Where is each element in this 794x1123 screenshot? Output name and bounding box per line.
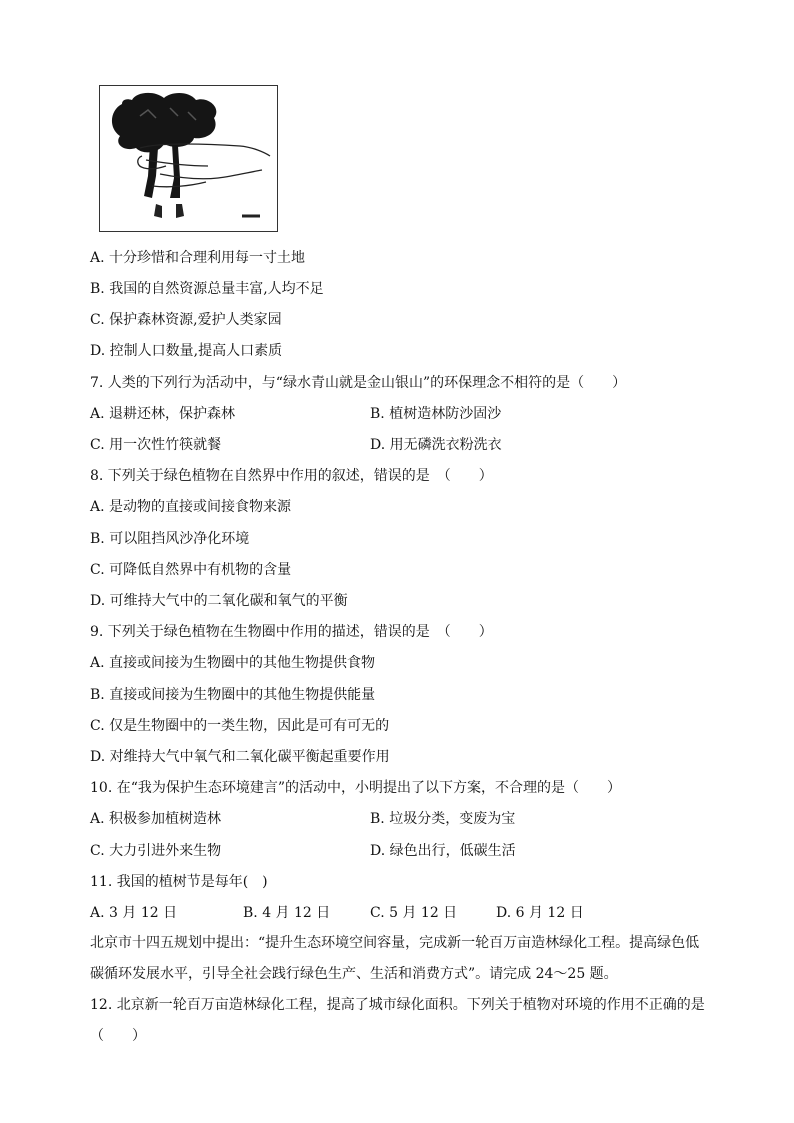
q10-option-d[interactable]: D. 绿色出行，低碳生活 [370,843,516,859]
q11-option-b[interactable]: B. 4 月 12 日 [243,905,331,921]
q8-option-b[interactable]: B. 可以阻挡风沙净化环境 [90,531,250,547]
q10-stem: 10. 在“我为保护生态环境建言”的活动中，小明提出了以下方案，不合理的是（ ） [90,780,622,796]
q7-option-c[interactable]: C. 用一次性竹筷就餐 [90,437,222,453]
q7-option-b[interactable]: B. 植树造林防沙固沙 [370,406,502,422]
reading-passage: 北京市十四五规划中提出：“提升生态环境空间容量，完成新一轮百万亩造林绿化工程。提高绿色低碳循环发展水平，引导全社会践行绿色生产、生活和消费方式”。请完成 24～25 题。 [90,935,700,982]
tree-in-hand-icon [100,86,277,231]
q9-stem: 9. 下列关于绿色植物在生物圈中作用的描述，错误的是 （ ） [90,624,493,640]
question-figure [99,85,278,232]
q10-option-b[interactable]: B. 垃圾分类，变废为宝 [370,811,516,827]
q11-option-a[interactable]: A. 3 月 12 日 [90,905,178,921]
q9-option-b[interactable]: B. 直接或间接为生物圈中的其他生物提供能量 [90,687,376,703]
q12-stem: 12. 北京新一轮百万亩造林绿化工程，提高了城市绿化面积。下列关于植物对环境的作用不正确的是 （ ） [90,997,719,1044]
q8-option-c[interactable]: C. 可降低自然界中有机物的含量 [90,562,292,578]
q6-option-c[interactable]: C. 保护森林资源,爱护人类家园 [90,312,282,328]
q9-option-a[interactable]: A. 直接或间接为生物圈中的其他生物提供食物 [90,655,376,671]
q6-option-d[interactable]: D. 控制人口数量,提高人口素质 [90,343,283,359]
q11-option-d[interactable]: D. 6 月 12 日 [496,905,584,921]
q7-option-a[interactable]: A. 退耕还林，保护森林 [90,406,236,422]
q7-stem: 7. 人类的下列行为活动中，与“绿水青山就是金山银山”的环保理念不相符的是（ ） [90,375,627,391]
q8-stem: 8. 下列关于绿色植物在自然界中作用的叙述，错误的是 （ ） [90,468,493,484]
q10-option-a[interactable]: A. 积极参加植树造林 [90,811,222,827]
q9-option-d[interactable]: D. 对维持大气中氧气和二氧化碳平衡起重要作用 [90,749,390,765]
q8-option-a[interactable]: A. 是动物的直接或间接食物来源 [90,499,292,515]
q8-option-d[interactable]: D. 可维持大气中的二氧化碳和氧气的平衡 [90,593,348,609]
q7-option-d[interactable]: D. 用无磷洗衣粉洗衣 [370,437,502,453]
q10-option-c[interactable]: C. 大力引进外来生物 [90,843,222,859]
q9-option-c[interactable]: C. 仅是生物圈中的一类生物，因此是可有可无的 [90,718,390,734]
q11-stem: 11. 我国的植树节是每年( ) [90,874,268,890]
q11-option-c[interactable]: C. 5 月 12 日 [370,905,458,921]
q6-option-b[interactable]: B. 我国的自然资源总量丰富,人均不足 [90,281,324,297]
q6-option-a[interactable]: A. 十分珍惜和合理利用每一寸土地 [90,250,306,266]
